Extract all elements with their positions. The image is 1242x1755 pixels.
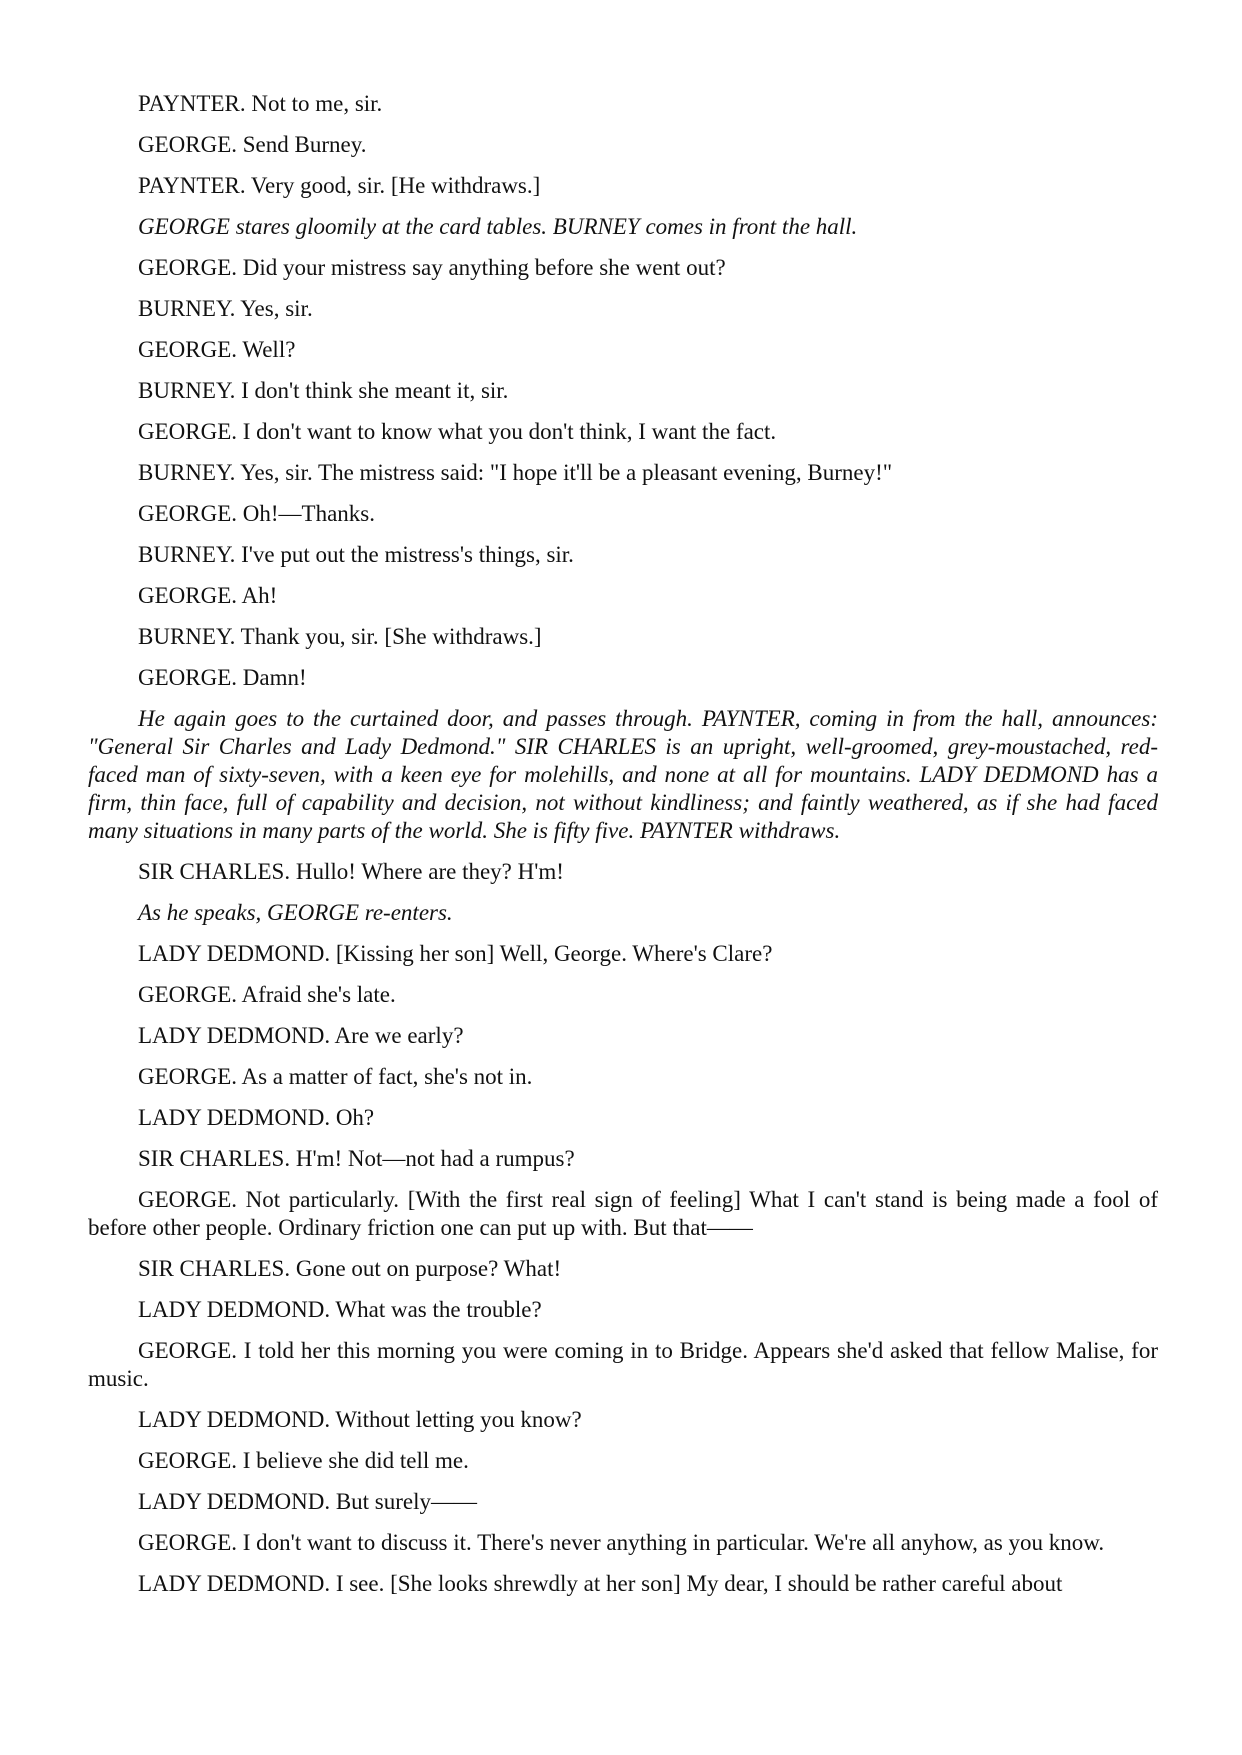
dialogue-line: BURNEY. Yes, sir. The mistress said: "I hope it'll be a pleasant evening, Burney!" <box>138 460 893 485</box>
dialogue-line: GEORGE. Oh!—Thanks. <box>138 501 375 526</box>
dialogue-line: SIR CHARLES. Hullo! Where are they? H'm! <box>138 859 564 884</box>
play-text <box>88 90 1158 1611</box>
dialogue-line: GEORGE. I told her this morning you were coming in to Bridge. Appears she'd asked that fellow Malise, for music. <box>88 1338 1158 1391</box>
dialogue-line: LADY DEDMOND. Oh? <box>138 1105 375 1130</box>
dialogue-line: SIR CHARLES. H'm! Not—not had a rumpus? <box>138 1146 575 1171</box>
dialogue-line: GEORGE. Not particularly. [With the first real sign of feeling] What I can't stand is being made a fool of before other people. Ordinary friction one can put up with. But that—— <box>88 1187 1158 1240</box>
dialogue-line: LADY DEDMOND. Without letting you know? <box>138 1407 582 1432</box>
dialogue-line: BURNEY. Thank you, sir. [She withdraws.] <box>138 624 542 649</box>
stage-direction: As he speaks, GEORGE re-enters. <box>138 900 453 925</box>
dialogue-line: LADY DEDMOND. [Kissing her son] Well, George. Where's Clare? <box>138 941 773 966</box>
stage-direction: He again goes to the curtained door, and passes through. PAYNTER, coming in from the hall, announces: "General Sir Charles and Lady Dedmond." SIR CHARLES is an upright, well-groomed, grey-moustached, red-faced man of sixty-seven, with a keen eye for molehills, and none at all for mountains. LADY DEDMOND has a firm, thin face, full of capability and decision, not without kindliness; and faintly weathered, as if she had faced many situations in many parts of the world. She is fifty five. PAYNTER withdraws. <box>88 706 1158 843</box>
dialogue-line: GEORGE. I don't want to discuss it. There's never anything in particular. We're all anyhow, as you know. <box>138 1530 1105 1555</box>
dialogue-line: GEORGE. Did your mistress say anything before she went out? <box>138 255 726 280</box>
dialogue-line: GEORGE. I don't want to know what you don't think, I want the fact. <box>138 419 777 444</box>
dialogue-line: LADY DEDMOND. I see. [She looks shrewdly at her son] My dear, I should be rather careful about <box>138 1571 1063 1596</box>
dialogue-line: LADY DEDMOND. Are we early? <box>138 1023 464 1048</box>
dialogue-line: BURNEY. I don't think she meant it, sir. <box>138 378 509 403</box>
dialogue-line: PAYNTER. Very good, sir. [He withdraws.] <box>138 173 541 198</box>
dialogue-line: GEORGE. Afraid she's late. <box>138 982 396 1007</box>
dialogue-line: GEORGE. I believe she did tell me. <box>138 1448 469 1473</box>
dialogue-line: BURNEY. I've put out the mistress's things, sir. <box>138 542 574 567</box>
stage-direction: GEORGE stares gloomily at the card tables. BURNEY comes in front the hall. <box>138 214 858 239</box>
dialogue-line: GEORGE. Well? <box>138 337 296 362</box>
dialogue-line: GEORGE. Send Burney. <box>138 132 367 157</box>
dialogue-line: GEORGE. Ah! <box>138 583 278 608</box>
dialogue-line: PAYNTER. Not to me, sir. <box>138 91 383 116</box>
dialogue-line: GEORGE. As a matter of fact, she's not in. <box>138 1064 533 1089</box>
dialogue-line: LADY DEDMOND. But surely—— <box>138 1489 478 1514</box>
dialogue-line: BURNEY. Yes, sir. <box>138 296 313 321</box>
dialogue-line: GEORGE. Damn! <box>138 665 307 690</box>
dialogue-line: LADY DEDMOND. What was the trouble? <box>138 1297 542 1322</box>
dialogue-line: SIR CHARLES. Gone out on purpose? What! <box>138 1256 562 1281</box>
